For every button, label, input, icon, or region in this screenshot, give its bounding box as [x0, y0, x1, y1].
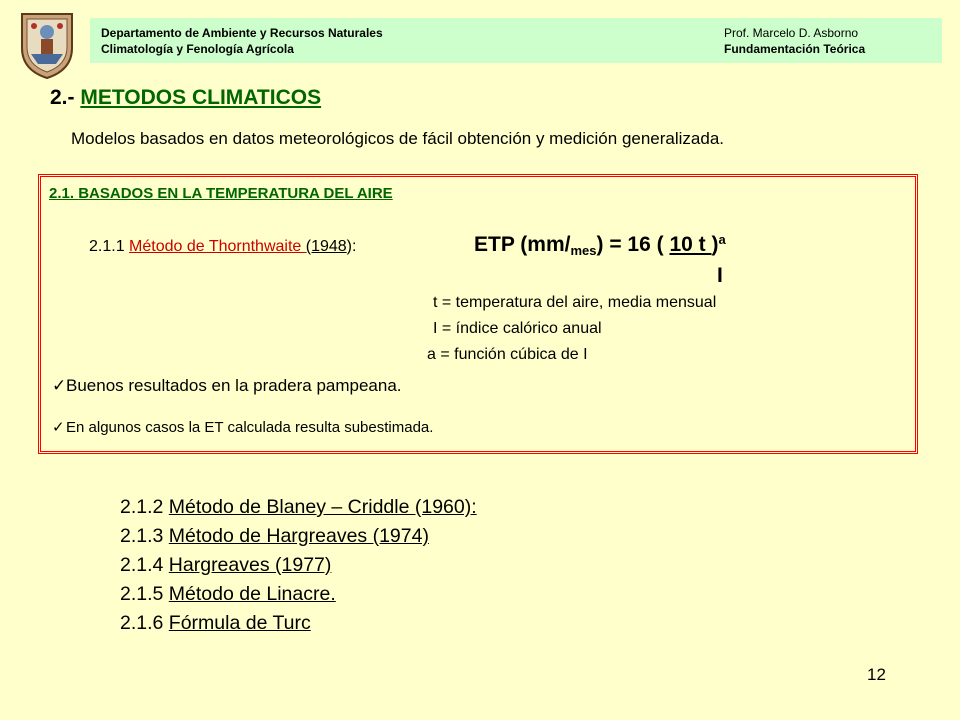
formula-exponent: a: [718, 232, 726, 247]
header-topic: Fundamentación Teórica: [724, 42, 866, 56]
method-item-linacre: [120, 583, 336, 606]
header-professor: Prof. Marcelo D. Asborno: [724, 26, 859, 40]
thornthwaite-method-line: [89, 238, 356, 256]
section-subtitle: Modelos basados en datos meteorológicos de fácil obtención y medición generalizada.: [71, 129, 725, 148]
method-item-hargreaves-1974: [120, 525, 429, 548]
university-seal-logo: [16, 10, 78, 80]
section-number: 2.-: [50, 86, 75, 109]
method-suffix: ):: [346, 238, 357, 255]
check-item-2: [52, 418, 433, 436]
method-item-name: Fórmula de Turc: [168, 612, 311, 634]
definition-t: t = temperatura del aire, media mensual: [433, 294, 717, 311]
formula-close: ): [711, 233, 719, 256]
section-title-text: METODOS CLIMATICOS: [80, 86, 322, 109]
subsection-number: 2.1.: [49, 185, 75, 202]
method-item-number: 2.1.4: [120, 554, 164, 576]
header-department: Departamento de Ambiente y Recursos Naturales: [101, 26, 383, 40]
formula-sub: mes: [570, 243, 597, 258]
formula-lhs: ETP (mm/: [474, 233, 571, 256]
subsection-title-text: BASADOS EN LA TEMPERATURA DEL AIRE: [78, 185, 393, 202]
formula-denominator: I: [717, 264, 723, 287]
check-item-1: [52, 376, 402, 396]
method-name: Método de Thornthwaite: [129, 238, 306, 255]
subsection-title: [49, 185, 393, 202]
method-item-blaney-criddle: [120, 496, 477, 519]
thornthwaite-formula: [474, 232, 726, 258]
section-title: [50, 86, 321, 110]
method-number: 2.1.1: [89, 238, 125, 255]
check-item-1-text: Buenos resultados en la pradera pampeana.: [66, 376, 402, 395]
header-bar: [90, 18, 942, 63]
check-item-2-text: En algunos casos la ET calculada resulta subestimada.: [66, 419, 434, 436]
checkmark-icon: ✓: [52, 419, 65, 436]
page-number: 12: [867, 665, 886, 684]
formula-mid: ) = 16 (: [596, 233, 670, 256]
method-item-number: 2.1.3: [120, 525, 164, 547]
method-item-number: 2.1.5: [120, 583, 164, 605]
definition-a: a = función cúbica de I: [427, 346, 588, 363]
method-item-number: 2.1.2: [120, 496, 164, 518]
method-item-name: Método de Hargreaves (1974): [168, 525, 429, 547]
temperature-methods-box: [38, 174, 918, 454]
header-course: Climatología y Fenología Agrícola: [101, 42, 294, 56]
method-item-name: Hargreaves (1977): [168, 554, 332, 576]
method-item-turc: [120, 612, 311, 635]
method-item-hargreaves-1977: [120, 554, 331, 577]
formula-numerator: 10 t: [669, 233, 712, 256]
method-item-number: 2.1.6: [120, 612, 164, 634]
method-item-name: Método de Linacre.: [168, 583, 336, 605]
definition-i: I = índice calórico anual: [433, 320, 602, 337]
checkmark-icon: ✓: [52, 376, 67, 395]
method-item-name: Método de Blaney – Criddle (1960):: [168, 496, 477, 518]
method-year: (1948: [305, 238, 347, 255]
